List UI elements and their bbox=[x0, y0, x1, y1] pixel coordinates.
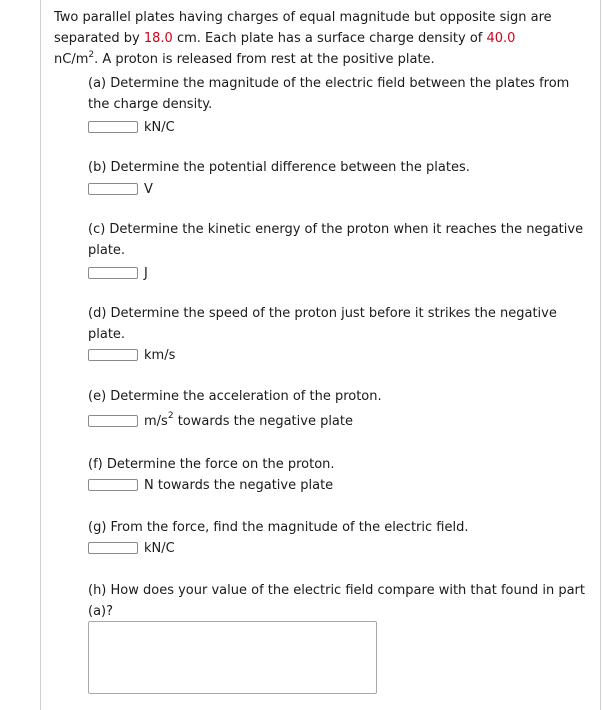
part-d-unit: km/s bbox=[144, 347, 176, 363]
part-e-unit bbox=[144, 411, 353, 429]
part-a-answer-row bbox=[88, 117, 175, 137]
part-g-answer-input[interactable] bbox=[88, 542, 138, 554]
part-f-unit: N towards the negative plate bbox=[144, 477, 334, 493]
part-c-answer-input[interactable] bbox=[88, 267, 138, 279]
part-a-question: (a) Determine the magnitude of the electric field between the plates from the charge density. bbox=[88, 76, 570, 112]
part-f-answer-row bbox=[88, 475, 333, 495]
part-h-answer-textarea[interactable] bbox=[88, 621, 377, 694]
part-c-unit: J bbox=[144, 265, 148, 281]
part-e-question: (e) Determine the acceleration of the proton. bbox=[88, 389, 382, 404]
part-b-answer-row bbox=[88, 179, 153, 199]
part-g-answer-row bbox=[88, 538, 175, 558]
part-e-answer-input[interactable] bbox=[88, 415, 138, 427]
part-b-answer-input[interactable] bbox=[88, 183, 138, 195]
part-h-question: (h) How does your value of the electric field compare with that found in part (a)? bbox=[88, 583, 585, 619]
part-g-unit: kN/C bbox=[144, 540, 175, 556]
intro-text-2: cm. Each plate has a surface charge density of bbox=[172, 31, 487, 46]
part-b-unit: V bbox=[144, 181, 153, 197]
part-f-answer-input[interactable] bbox=[88, 479, 138, 491]
problem-statement bbox=[54, 7, 584, 70]
part-a-answer-input[interactable] bbox=[88, 121, 138, 133]
separation-value: 18.0 bbox=[143, 31, 173, 46]
part-e-unit-exponent: 2 bbox=[167, 411, 174, 422]
part-c-answer-row bbox=[88, 263, 148, 283]
part-g-question: (g) From the force, find the magnitude of the electric field. bbox=[88, 520, 469, 535]
part-d-question: (d) Determine the speed of the proton just before it strikes the negative plate. bbox=[88, 306, 557, 342]
density-unit: nC/m bbox=[54, 52, 89, 67]
part-c-question: (c) Determine the kinetic energy of the proton when it reaches the negative plate. bbox=[88, 222, 584, 258]
part-b-question: (b) Determine the potential difference between the plates. bbox=[88, 160, 470, 175]
part-f-question: (f) Determine the force on the proton. bbox=[88, 457, 335, 472]
charge-density-value: 40.0 bbox=[486, 31, 516, 46]
part-e-unit-rest: towards the negative plate bbox=[173, 413, 353, 429]
intro-text-3: . A proton is released from rest at the positive plate. bbox=[94, 52, 435, 67]
part-d-answer-row bbox=[88, 345, 175, 365]
part-e-answer-row bbox=[88, 411, 353, 431]
intro-text-1: Two parallel plates having charges of equal magnitude but opposite sign are separated by bbox=[54, 10, 552, 46]
part-d-answer-input[interactable] bbox=[88, 349, 138, 361]
part-a-unit: kN/C bbox=[144, 119, 175, 135]
part-e-unit-base: m/s bbox=[144, 413, 168, 429]
density-unit-exponent: 2 bbox=[88, 49, 95, 60]
